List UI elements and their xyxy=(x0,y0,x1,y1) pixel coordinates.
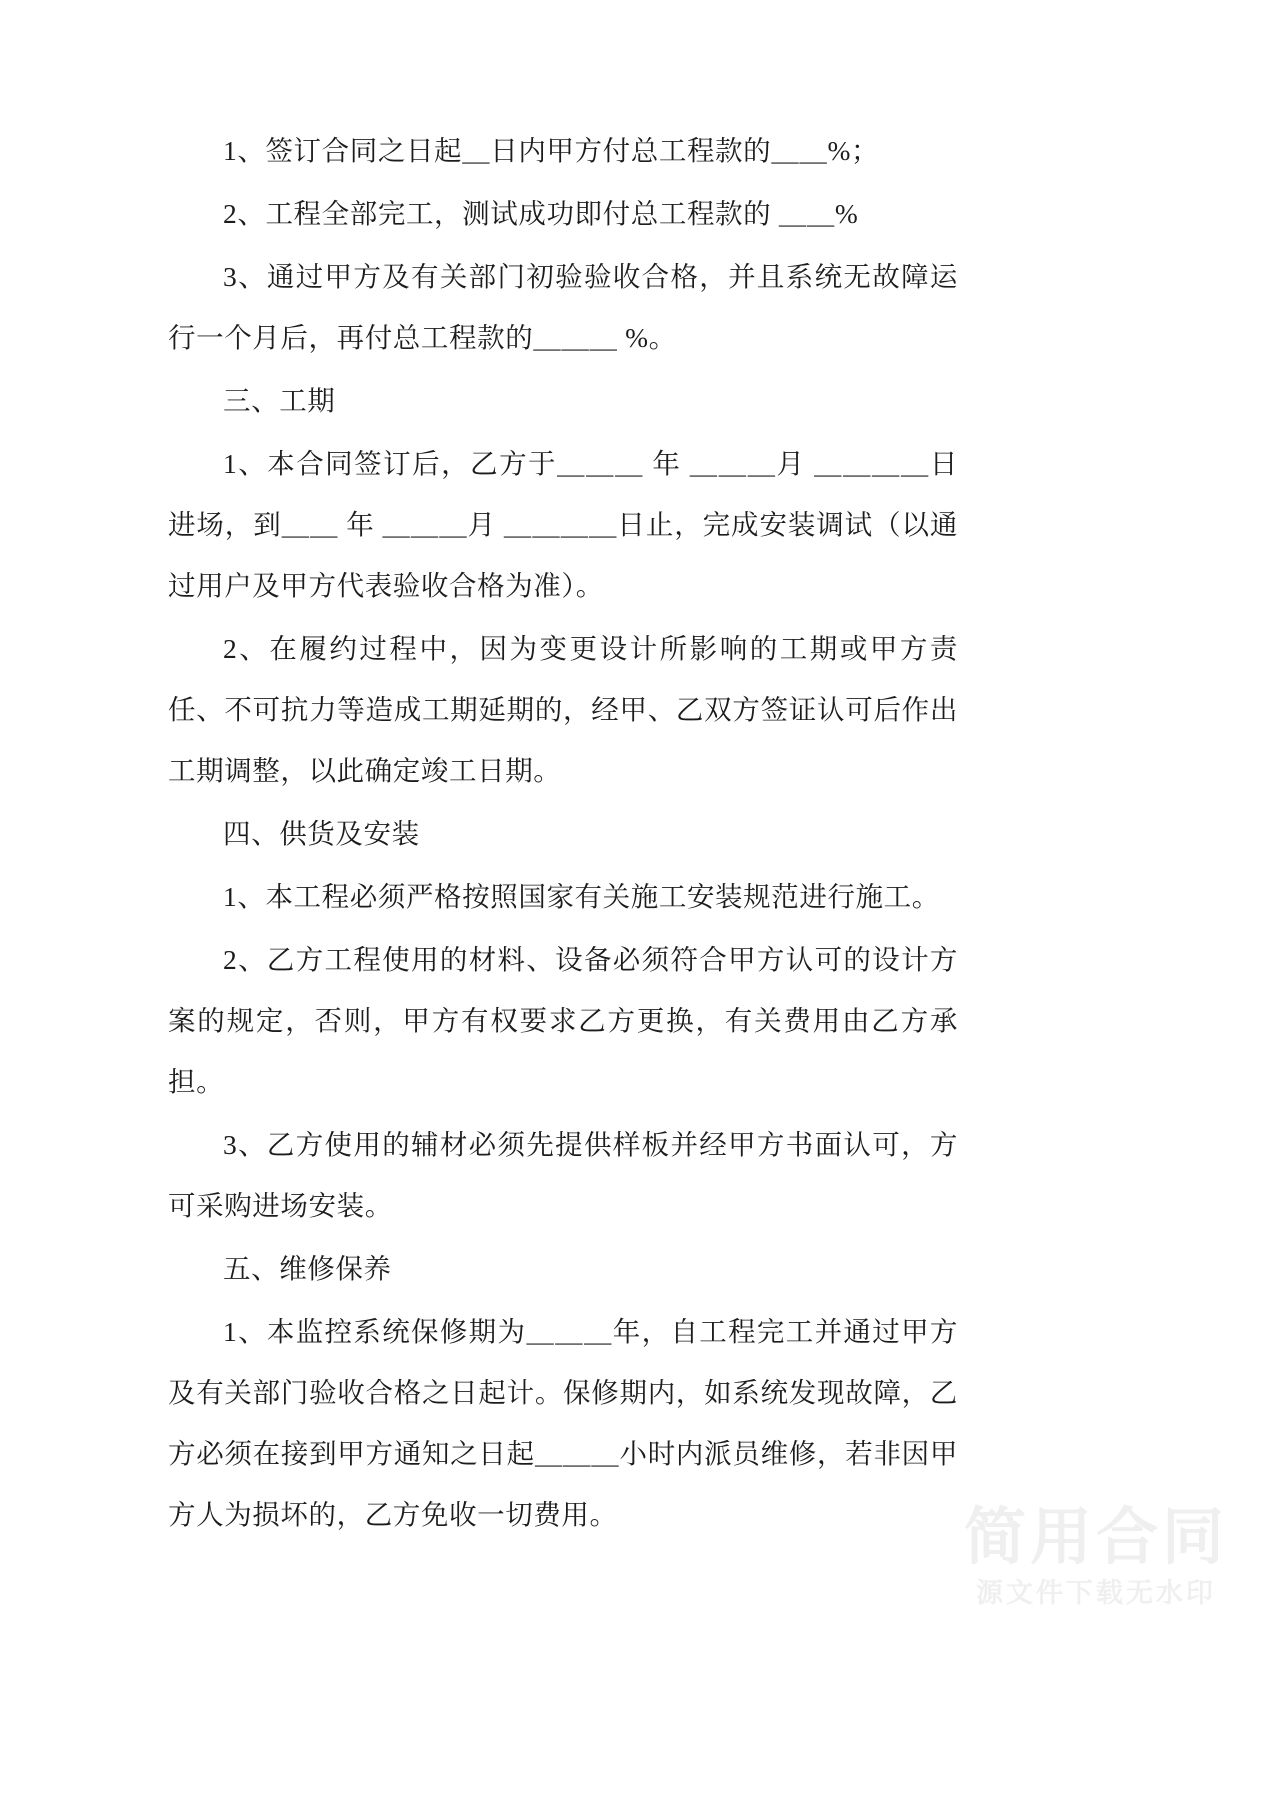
watermark xyxy=(963,1500,1228,1614)
section-heading-three: 三、工期 xyxy=(223,385,336,416)
payment-term-item-1: 1、签订合同之日起＿日内甲方付总工程款的＿＿%； xyxy=(223,135,880,166)
schedule-item-2: 2、在履约过程中，因为变更设计所影响的工期或甲方责任、不可抗力等造成工期延期的，经甲、乙双方签证认可后作出工期调整，以此确定竣工日期。 xyxy=(168,633,958,786)
schedule-item-1: 1、本合同签订后，乙方于＿＿＿ 年 ＿＿＿月 ＿＿＿＿日进场，到＿＿ 年 ＿＿＿月 ＿＿＿＿日止，完成安装调试（以通过用户及甲方代表验收合格为准）。 xyxy=(168,448,958,601)
section-heading-five: 五、维修保养 xyxy=(223,1253,392,1284)
section-heading-four: 四、供货及安装 xyxy=(223,818,420,849)
supply-item-3: 3、乙方使用的辅材必须先提供样板并经甲方书面认可，方可采购进场安装。 xyxy=(168,1129,958,1221)
watermark-main-text: 简用合同 xyxy=(963,1500,1228,1574)
supply-item-1: 1、本工程必须严格按照国家有关施工安装规范进行施工。 xyxy=(223,881,940,912)
supply-item-2: 2、乙方工程使用的材料、设备必须符合甲方认可的设计方案的规定，否则，甲方有权要求乙方更换，有关费用由乙方承担。 xyxy=(168,944,958,1097)
maintenance-item-1: 1、本监控系统保修期为＿＿＿年，自工程完工并通过甲方及有关部门验收合格之日起计。保修期内，如系统发现故障，乙方必须在接到甲方通知之日起＿＿＿小时内派员维修，若非因甲方人为损坏的，乙方免收一切费用。 xyxy=(168,1316,958,1530)
watermark-sub-text: 源文件下载无水印 xyxy=(975,1577,1216,1609)
payment-term-item-3: 3、通过甲方及有关部门初验验收合格，并且系统无故障运行一个月后，再付总工程款的＿＿＿ %。 xyxy=(168,261,958,353)
document-body xyxy=(168,120,958,1547)
payment-term-item-2: 2、工程全部完工，测试成功即付总工程款的 ＿＿% xyxy=(223,198,859,229)
